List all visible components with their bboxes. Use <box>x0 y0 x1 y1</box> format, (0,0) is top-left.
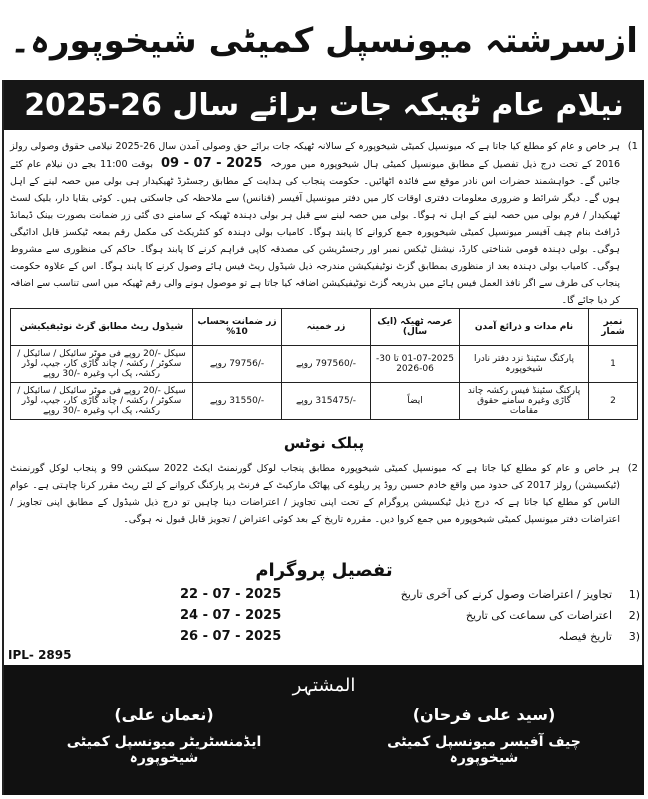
cell-estimate: -/797560 روپے <box>282 346 371 383</box>
page-title: ازسرشتہ میونسپل کمیٹی شیخوپورہ۔ <box>10 20 638 61</box>
col-security: زر ضمانت بحساب 10% <box>193 309 282 346</box>
table-row <box>11 383 638 420</box>
signatory-title: چیف آفیسر میونسپل کمیٹی شیخوپورہ <box>387 734 581 766</box>
auction-time: بوقت 11:00 بجے دن نیلام عام کئے جائیں گے۔ <box>10 159 620 187</box>
schedule-date: 24 - 07 - 2025 <box>180 608 282 623</box>
schedule-num: 2) <box>628 609 640 622</box>
cell-serial: 1 <box>589 346 638 383</box>
signatory-title: ایڈمنسٹریٹر میونسپل کمیٹی شیخوپورہ <box>66 734 262 766</box>
notice-1-paragraph <box>10 138 638 309</box>
advertiser-label: المشتہر <box>292 675 356 696</box>
schedule-num: 1) <box>628 588 640 601</box>
ad-reference: IPL- 2895 <box>8 648 72 662</box>
notice-2-paragraph <box>10 460 638 528</box>
cell-item: پارکنگ سٹینڈ نزد دفتر نادرا شیخوپورہ <box>460 346 589 383</box>
signatory-administrator <box>34 705 294 766</box>
schedule-label: تجاویز / اعتراضات وصول کرنے کی آخری تاریخ <box>400 588 612 601</box>
schedule-num: 3) <box>628 630 640 643</box>
page-header <box>0 0 648 80</box>
title-banner <box>4 80 644 130</box>
cell-schedule-rate: سیکل -/20 روپے فی موٹر سائیکل / سائیکل / سکوٹر / رکشہ / چاند گاڑی کار، جیپ، لوڈر رکشہ، پک اپ وغیرہ -/30 روپے <box>11 383 193 420</box>
footer-signatures <box>4 665 644 795</box>
schedule-row <box>180 584 640 605</box>
public-notice-title: پبلک نوٹس <box>283 434 365 452</box>
signatory-name: (سید علی فرحان) <box>412 705 556 724</box>
cell-period: ایضاً <box>371 383 460 420</box>
notice-1-text-before: ہر خاص و عام کو مطلع کیا جاتا ہے کہ میونسپل کمیٹی شیخوپورہ کے سالانہ ٹھیکہ جات برائے حق وصولی آمدن سال 26-2025 نیلامی حقوق وصولی رولز 2016 کے تحت درج ذیل تفصیل کے مطابق میونسپل کمیٹی ہال شیخوپورہ میں مورخہ <box>10 141 620 170</box>
notice-1 <box>10 138 638 309</box>
notice-1-text-after: خواہشمند حضرات اس نادر موقع سے فائدہ اٹھائیں۔ حکومت پنجاب کی ہدایت کے مطابق رجسٹرڈ ٹھیکیدار ہی بولی میں حصہ لینے کے اہل ہوں گے۔ دیگر شرائط و ضروری معلومات دفتری اوقات کار میں دفتر میونسپل آفیسر (فنانس) سے ملاحظہ کی جاسکتی ہیں۔ کوئی بقایا دار، بلیک لسٹ ٹھیکیدار / فرم بولی میں حصہ لینے کے اہل نہ ہوگا۔ بولی میں حصہ لینے سے قبل ہر بولی دہندہ ٹھیکہ کے سامنے دی گئی زر ضمانت بصورت بینک ڈیمانڈ ڈرافٹ بنام چیف آفیسر میونسپل کمیٹی شیخوپورہ جمع کروانے کا پابند ہوگا۔ کامیاب بولی دہندہ کو کنٹریکٹ کی مکمل رقم بمعہ ٹیکسز قابل ادائیگی ہوگی۔ بولی دہندہ قومی شناختی کارڈ، نیشنل ٹیکس نمبر اور رجسٹریشن کی مصدقہ کاپی فراہم کرنے کا پابند ہوگا۔ حاکم کی منظوری سے مشروط ہوگی۔ کامیاب بولی دہندہ بعد از منظوری بمطابق گزٹ نوٹیفیکیشن مندرجہ ذیل شیڈول ریٹ فیس ہائے وصول کرنے کا پابند ہوگا۔ اس کے علاوہ حکومت پنجاب کی طرف سے اگر نافذ العمل فیس ہائے میں بذریعہ گزٹ نوٹیفیکیشن اضافہ کیا جاتا ہے تو موصول ہونے والی رقم ٹھیکہ میں اسی تناسب سے اضافہ کر دیا جائے گا۔ <box>10 176 620 306</box>
col-estimate: زر خمینہ <box>282 309 371 346</box>
cell-item: پارکنگ سٹینڈ فیس رکشہ چاند گاڑی وغیرہ سامنے حقوق مقامات <box>460 383 589 420</box>
cell-schedule-rate: سیکل -/20 روپے فی موٹر سائیکل / سائیکل / سکوٹر / رکشہ / چاند گاڑی کار، جیپ، لوڈر رکشہ، پک اپ وغیرہ -/30 روپے <box>11 346 193 383</box>
schedule-row <box>180 605 640 626</box>
notice-2-number: 2) <box>627 463 638 474</box>
col-period: عرصہ ٹھیکہ (ایک سال) <box>371 309 460 346</box>
cell-security: -/31550 روپے <box>193 383 282 420</box>
schedule-title: تفصیل پروگرام <box>255 560 393 581</box>
col-item: نام مدات و ذرائع آمدن <box>460 309 589 346</box>
col-serial: نمبر شمار <box>589 309 638 346</box>
table-header-row <box>11 309 638 346</box>
auction-date: 09 - 07 - 2025 <box>161 156 263 171</box>
notice-2 <box>10 460 638 528</box>
notice-1-number: 1) <box>627 141 638 152</box>
lots-table <box>10 308 638 420</box>
schedule-label: اعتراضات کی سماعت کی تاریخ <box>465 609 612 622</box>
schedule-row <box>180 626 640 647</box>
schedule-list <box>180 584 640 647</box>
schedule-label: تاریخ فیصلہ <box>558 630 612 643</box>
table-row <box>11 346 638 383</box>
schedule-date: 26 - 07 - 2025 <box>180 629 282 644</box>
cell-security: -/79756 روپے <box>193 346 282 383</box>
cell-estimate: -/315475 روپے <box>282 383 371 420</box>
col-schedule-rate: شیڈول ریٹ مطابق گزٹ نوٹیفیکیشن <box>11 309 193 346</box>
signatory-chief-officer <box>354 705 614 766</box>
schedule-date: 22 - 07 - 2025 <box>180 587 282 602</box>
signatory-name: (نعمان علی) <box>114 705 214 724</box>
cell-period: 01-07-2025 تا 30-06-2026 <box>371 346 460 383</box>
notice-2-text: ہر خاص و عام کو مطلع کیا جاتا ہے کہ میونسپل کمیٹی شیخوپورہ مطابق پنجاب لوکل گورنمنٹ ایکٹ 2022 سیکشن 99 و پنجاب لوکل گورنمنٹ (ٹیکسیشن) رولز 2017 کی حدود میں واقع خادم حسین روڈ پر ریلوے کی پھاٹک مارکیٹ کے فرنٹ پر پارکنگ کروانے کے لئے ریٹ مقرر کرنا چاہتی ہے۔ عوام الناس کو مطلع کیا جاتا ہے کہ درج ذیل ٹیکسیشن پروگرام کے تحت اپنی تجاویز / اعتراضات دینا چاہیں تو درج ذیل شیڈول کے مطابق اپنی تجاویز / اعتراضات دفتر میونسپل کمیٹی شیخوپورہ میں جمع کروا دیں۔ مقررہ تاریخ کے بعد کوئی اعتراض / تجویز قابل قبول نہ ہوگی۔ <box>10 463 620 525</box>
banner-title: نیلام عام ٹھیکہ جات برائے سال 26-2025 <box>24 87 624 123</box>
cell-serial: 2 <box>589 383 638 420</box>
